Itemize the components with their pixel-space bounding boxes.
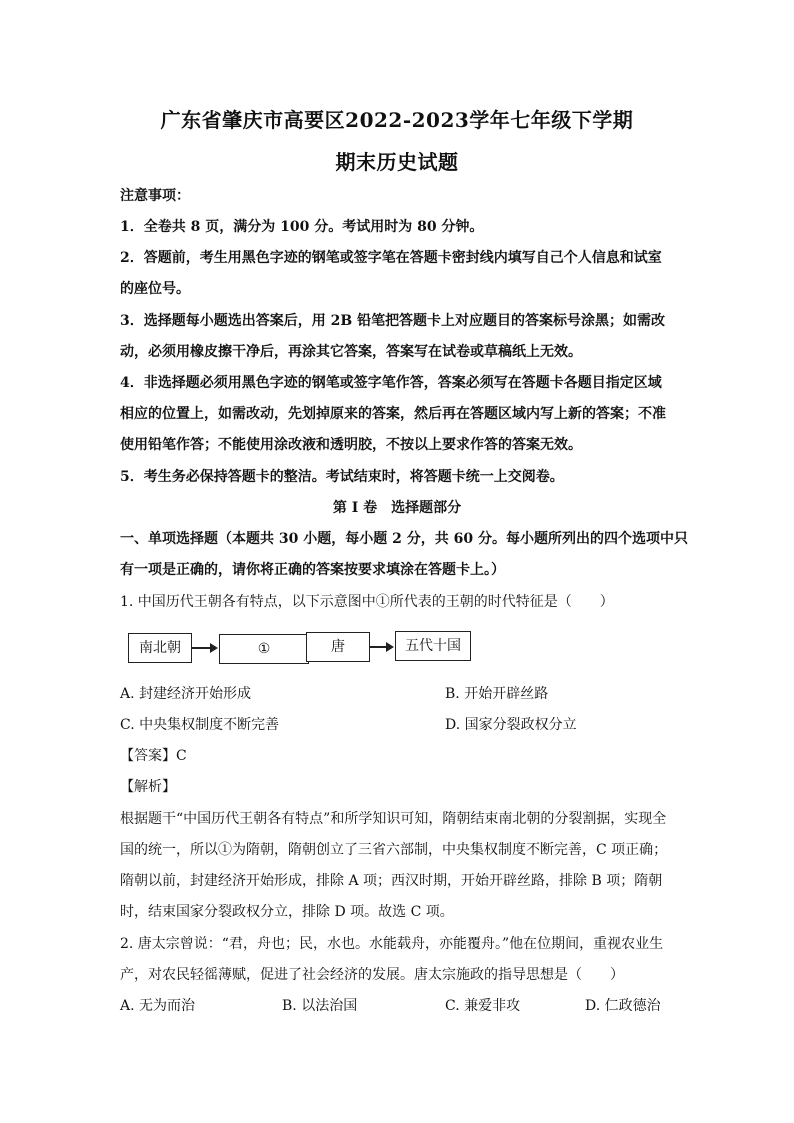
question-2-option-a: A. 无为而治	[120, 998, 196, 1014]
question-1-answer: 【答案】C	[120, 748, 187, 764]
document-title-line2: 期末历史试题	[335, 150, 459, 174]
section-instruction-line1: 一、单项选择题（本题共 30 小题，每小题 2 分，共 60 分。每小题所列出的四个选项中只	[120, 531, 688, 547]
question-2-option-b: B. 以法治国	[282, 998, 358, 1014]
arrow-icon	[369, 646, 387, 648]
note-line: 4．非选择题必须用黑色字迹的钢笔或签字笔作答，答案必须写在答题卡各题目指定区域	[120, 375, 662, 391]
diagram-box-tang: 唐	[306, 632, 370, 662]
section-instruction-line2: 有一项是正确的，请你将正确的答案按要求填涂在答题卡上。）	[120, 562, 505, 578]
diagram-box-wudai: 五代十国	[395, 631, 471, 661]
question-2-option-c: C. 兼爱非攻	[445, 998, 521, 1014]
note-line: 3．选择题每小题选出答案后，用 2B 铅笔把答题卡上对应题目的答案标号涂黑；如需改	[120, 313, 666, 329]
diagram-box-nanbeichao: 南北朝	[128, 633, 192, 663]
question-1-option-b: B. 开始开辟丝路	[445, 686, 549, 702]
note-line: 的座位号。	[120, 281, 190, 297]
arrow-head-icon	[386, 642, 394, 652]
diagram-box-unknown: ①	[219, 634, 309, 664]
analysis-line: 国的统一，所以①为隋朝，隋朝创立了三省六部制，中央集权制度不断完善，C 项正确；	[120, 842, 668, 858]
arrow-head-icon	[210, 643, 218, 653]
question-1-analysis-heading: 【解析】	[120, 779, 176, 795]
question-1-option-d: D. 国家分裂政权分立	[445, 717, 577, 733]
note-line: 1．全卷共 8 页，满分为 100 分。考试用时为 80 分钟。	[120, 219, 484, 235]
section-title: 第 I 卷 选择题部分	[332, 500, 462, 516]
analysis-line: 隋朝以前，封建经济开始形成，排除 A 项；西汉时期，开始开辟丝路，排除 B 项；隋朝	[120, 873, 663, 889]
notes-heading: 注意事项：	[120, 188, 190, 204]
question-1-stem: 1. 中国历代王朝各有特点，以下示意图中①所代表的王朝的时代特征是（ ）	[120, 594, 614, 610]
note-line: 5．考生务必保持答题卡的整洁。考试结束时，将答题卡统一上交阅卷。	[120, 469, 564, 485]
question-2-stem-line1: 2. 唐太宗曾说：“君，舟也；民，水也。水能载舟，亦能覆舟。”他在位期间，重视农业生	[120, 936, 664, 952]
question-2-option-d: D. 仁政德治	[585, 998, 661, 1014]
note-line: 动，必须用橡皮擦干净后，再涂其它答案，答案写在试卷或草稿纸上无效。	[120, 344, 582, 360]
arrow-icon	[191, 647, 211, 649]
document-title-line1: 广东省肇庆市高要区2022-2023学年七年级下学期	[160, 108, 634, 132]
note-line: 相应的位置上，如需改动，先划掉原来的答案，然后再在答题区域内写上新的答案；不准	[120, 406, 666, 422]
question-1-option-a: A. 封建经济开始形成	[120, 686, 252, 702]
note-line: 2．答题前，考生用黑色字迹的钢笔或签字笔在答题卡密封线内填写自己个人信息和试室	[120, 250, 662, 266]
question-1-option-c: C. 中央集权制度不断完善	[120, 717, 280, 733]
analysis-line: 时，结束国家分裂政权分立，排除 D 项。故选 C 项。	[120, 904, 454, 920]
note-line: 使用铅笔作答；不能使用涂改液和透明胶，不按以上要求作答的答案无效。	[120, 437, 582, 453]
analysis-line: 根据题干“中国历代王朝各有特点”和所学知识可知，隋朝结束南北朝的分裂割据，实现全	[120, 811, 667, 827]
question-2-stem-line2: 产，对农民轻徭薄赋，促进了社会经济的发展。唐太宗施政的指导思想是（ ）	[120, 967, 624, 983]
